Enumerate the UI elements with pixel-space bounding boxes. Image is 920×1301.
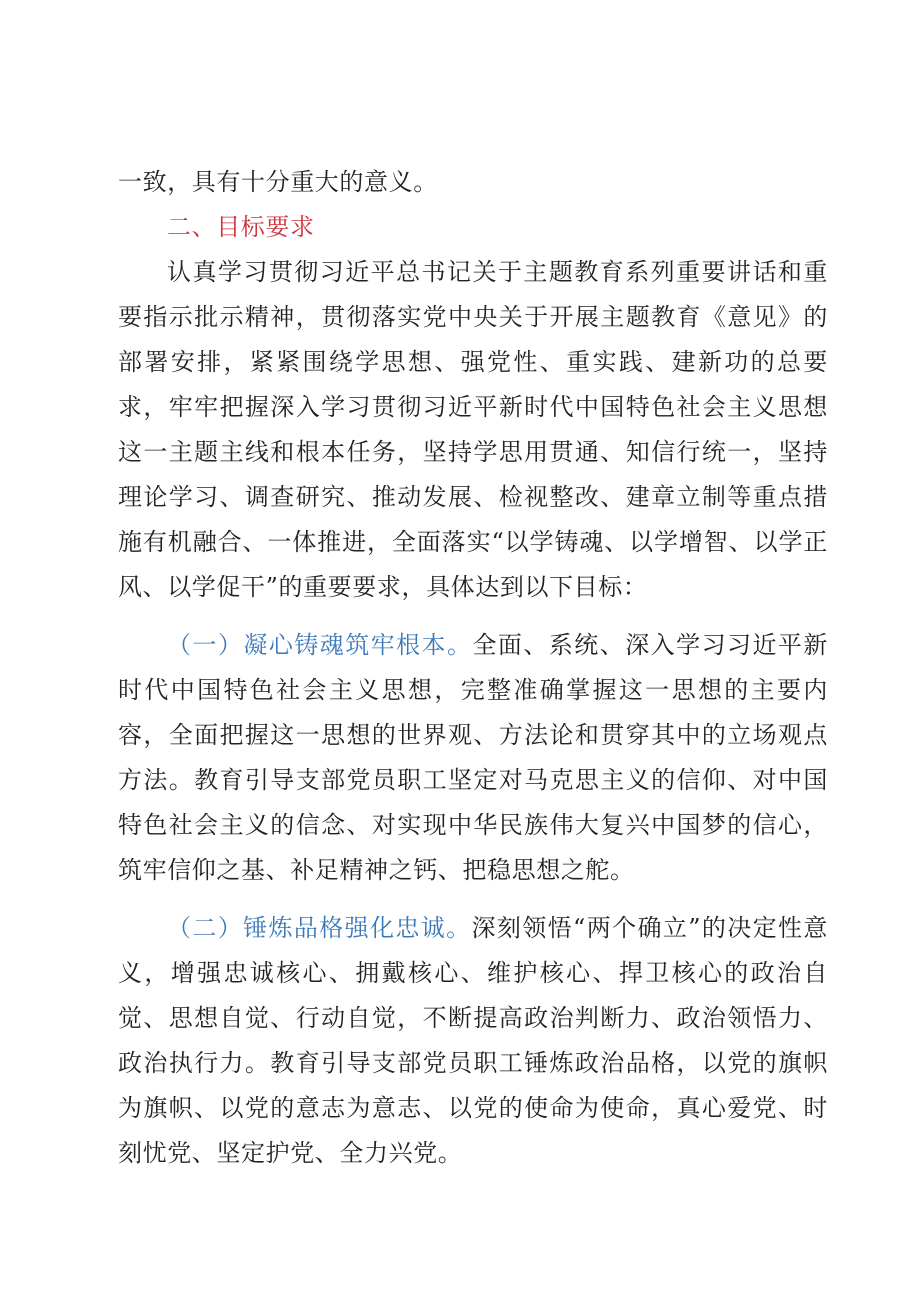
paragraph-item-two — [118, 906, 828, 1176]
section-heading-goals: 二、目标要求 — [167, 213, 315, 241]
paragraph-intro: 认真学习贯彻习近平总书记关于主题教育系列重要讲话和重要指示批示精神，贯彻落实党中央关于开展主题教育《意见》的部署安排，紧紧围绕学思想、强党性、重实践、建新功的总要求，牢牢把握深入学习贯彻习近平新时代中国特色社会主义思想这一主题主线和根本任务，坚持学思用贯通、知信行统一，坚持理论学习、调查研究、推动发展、检视整改、建章立制等重点措施有机融合、一体推进，全面落实“以学铸魂、以学增智、以学正风、以学促干”的重要要求，具体达到以下目标： — [118, 258, 828, 601]
item-one-heading: （一）凝心铸魂筑牢根本。 — [167, 631, 473, 659]
document-body — [118, 160, 828, 1176]
item-one-body: 全面、系统、深入学习习近平新时代中国特色社会主义思想，完整准确掌握这一思想的主要内容，全面把握这一思想的世界观、方法论和贯穿其中的立场观点方法。教育引导支部党员职工坚定对马克思主义的信仰、对中国特色社会主义的信念、对实现中华民族伟大复兴中国梦的信心，筑牢信仰之基、补足精神之钙、把稳思想之舵。 — [118, 631, 828, 884]
item-two-body: 深刻领悟“两个确立”的决定性意义，增强忠诚核心、拥戴核心、维护核心、捍卫核心的政治自觉、思想自觉、行动自觉，不断提高政治判断力、政治领悟力、政治执行力。教育引导支部党员职工锤炼政治品格，以党的旗帜为旗帜、以党的意志为意志、以党的使命为使命，真心爱党、时刻忧党、坚定护党、全力兴党。 — [118, 914, 828, 1167]
item-two-heading: （二）锤炼品格强化忠诚。 — [167, 914, 472, 942]
paragraph-continuation: 一致，具有十分重大的意义。 — [118, 168, 438, 196]
paragraph-item-one — [118, 623, 828, 893]
